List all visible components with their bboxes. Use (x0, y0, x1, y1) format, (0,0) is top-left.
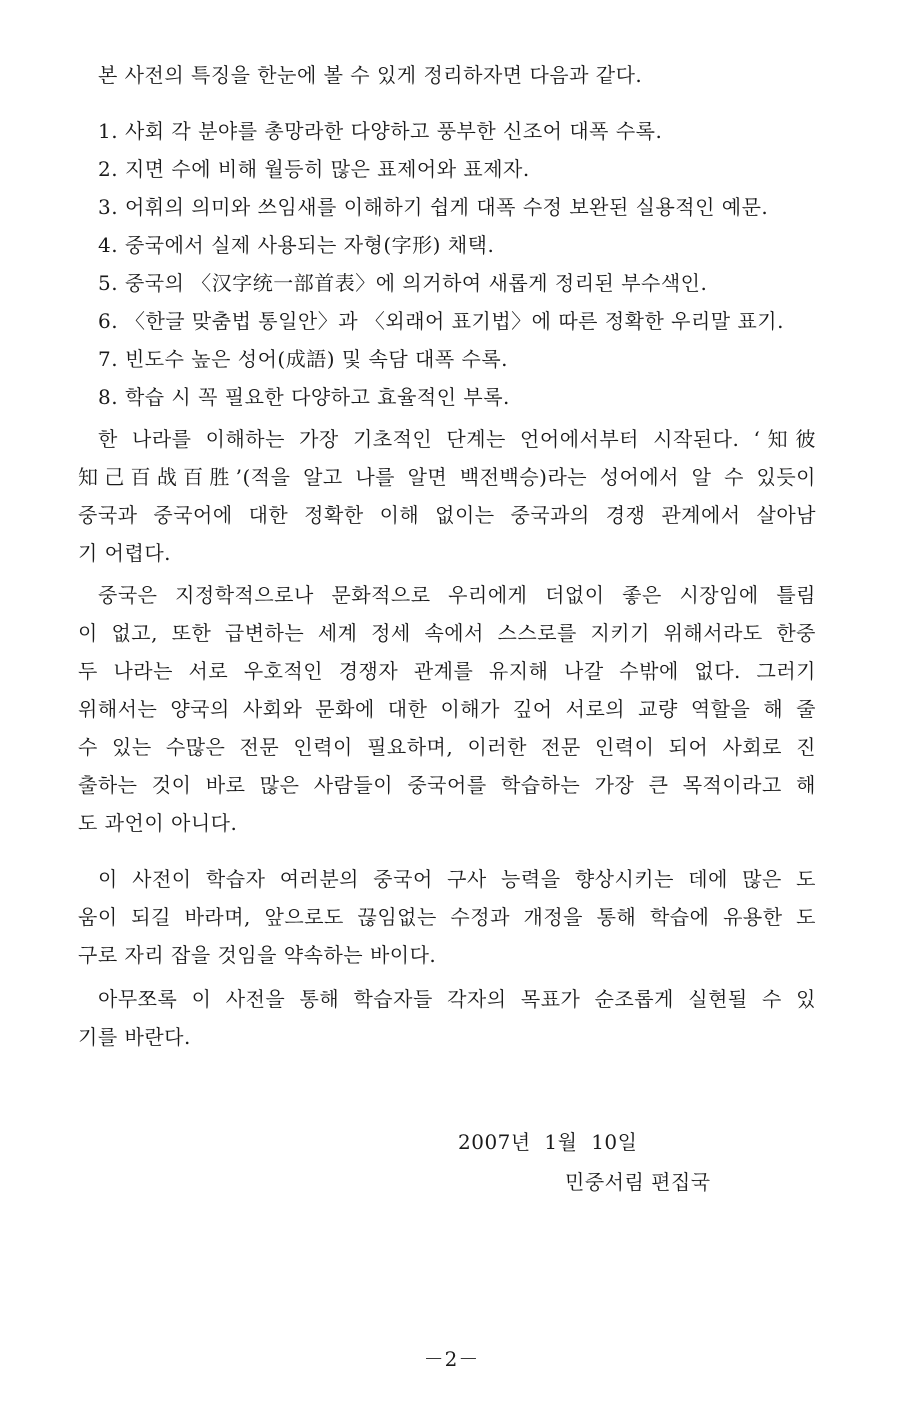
paragraph-line: 知己百战百胜’(적을 알고 나를 알면 백전백승)라는 성어에서 알 수 있듯이 (78, 465, 816, 489)
list-item: 6. 〈한글 맞춤법 통일안〉과 〈외래어 표기법〉에 따른 정확한 우리말 표기. (98, 309, 784, 333)
list-item: 8. 학습 시 꼭 필요한 다양하고 효율적인 부록. (98, 385, 510, 409)
list-item: 7. 빈도수 높은 성어(成語) 및 속담 대폭 수록. (98, 347, 509, 371)
paragraph-line: 구로 자리 잡을 것임을 약속하는 바이다. (78, 943, 437, 967)
body-paragraph-3 (78, 860, 816, 974)
paragraph-line: 움이 되길 바라며, 앞으로도 끊임없는 수정과 개정을 통해 학습에 유용한 도 (78, 905, 816, 929)
list-item: 4. 중국에서 실제 사용되는 자형(字形) 채택. (98, 233, 495, 257)
paragraph-line: 위해서는 양국의 사회와 문화에 대한 이해가 깊어 서로의 교량 역할을 해 줄 (78, 697, 816, 721)
paragraph-line: 중국과 중국어에 대한 정확한 이해 없이는 중국과의 경쟁 관계에서 살아남 (78, 503, 816, 527)
paragraph-line: 이 없고, 또한 급변하는 세계 정세 속에서 스스로를 지키기 위해서라도 한중 (78, 621, 816, 645)
paragraph-line: 아무쪼록 이 사전을 통해 학습자들 각자의 목표가 순조롭게 실현될 수 있 (98, 987, 816, 1011)
paragraph-line: 중국은 지정학적으로나 문화적으로 우리에게 더없이 좋은 시장임에 틀림 (98, 583, 816, 607)
list-item: 5. 중국의 〈汉字统一部首表〉에 의거하여 새롭게 정리된 부수색인. (98, 271, 708, 295)
signature-publisher: 민중서림 편집국 (565, 1170, 711, 1194)
paragraph-line: 기를 바란다. (78, 1025, 191, 1049)
intro-text: 본 사전의 특징을 한눈에 볼 수 있게 정리하자면 다음과 같다. (98, 63, 643, 87)
paragraph-line: 기 어렵다. (78, 541, 171, 565)
paragraph-line: 수 있는 수많은 전문 인력이 필요하며, 이러한 전문 인력이 되어 사회로 진 (78, 735, 816, 759)
paragraph-line: 두 나라는 서로 우호적인 경쟁자 관계를 유지해 나갈 수밖에 없다. 그러기 (78, 659, 816, 683)
intro-paragraph (78, 56, 836, 94)
body-paragraph-2 (78, 576, 816, 842)
paragraph-line: 이 사전이 학습자 여러분의 중국어 구사 능력을 향상시키는 데에 많은 도 (98, 867, 816, 891)
paragraph-line: 출하는 것이 바로 많은 사람들이 중국어를 학습하는 가장 큰 목적이라고 해 (78, 773, 816, 797)
list-item: 3. 어휘의 의미와 쓰임새를 이해하기 쉽게 대폭 수정 보완된 실용적인 예문. (98, 195, 769, 219)
body-paragraph-4 (78, 980, 816, 1056)
list-item: 2. 지면 수에 비해 월등히 많은 표제어와 표제자. (98, 157, 530, 181)
feature-list (78, 112, 836, 416)
body-paragraph-1 (78, 420, 816, 572)
paragraph-line: 한 나라를 이해하는 가장 기초적인 단계는 언어에서부터 시작된다. ‘知彼 (98, 427, 816, 451)
page-number: －2－ (423, 1347, 480, 1371)
paragraph-line: 도 과언이 아니다. (78, 811, 238, 835)
list-item: 1. 사회 각 분야를 총망라한 다양하고 풍부한 신조어 대폭 수록. (98, 119, 663, 143)
signature-date: 2007년 1월 10일 (458, 1130, 638, 1154)
